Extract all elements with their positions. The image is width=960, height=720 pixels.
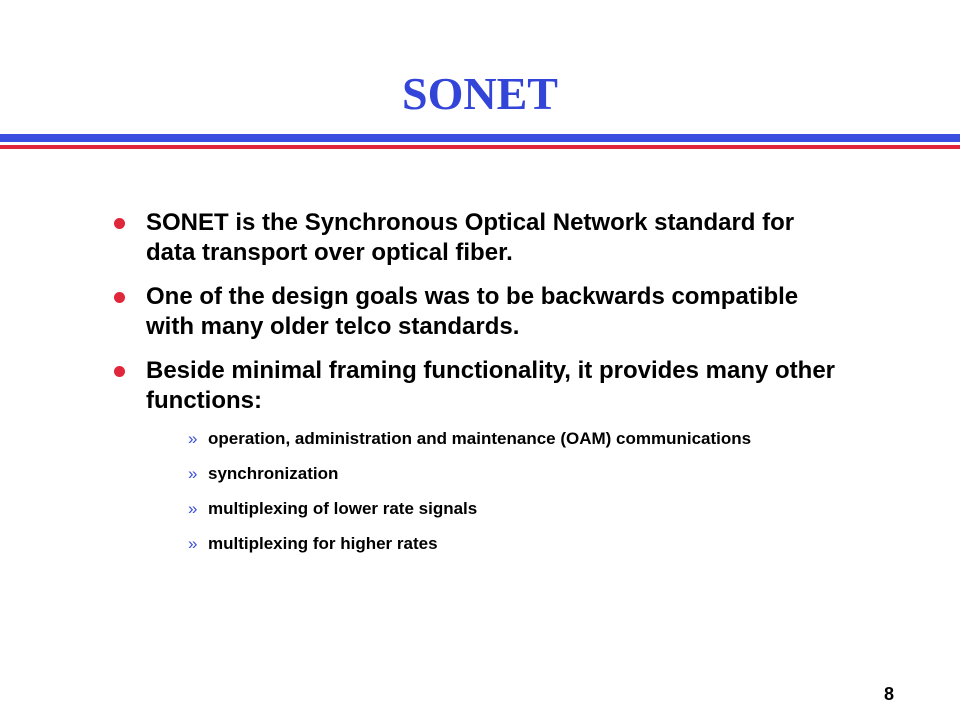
bullet-text: One of the design goals was to be backwards compatible with many older telco standards. — [146, 283, 799, 340]
chevron-right-icon: » — [188, 499, 198, 518]
sub-bullet-list — [146, 428, 844, 554]
page-number: 8 — [884, 684, 895, 704]
sub-bullet-item — [188, 463, 844, 484]
chevron-right-icon: » — [188, 464, 198, 483]
title-rule-red — [0, 145, 960, 149]
sub-bullet-item — [188, 498, 844, 519]
title-rule-blue — [0, 134, 960, 142]
bullet-item — [114, 282, 844, 342]
sub-bullet-item — [188, 428, 844, 449]
sub-bullet-item — [188, 533, 844, 554]
bullet-dot-icon — [114, 292, 125, 303]
bullet-dot-icon — [114, 366, 125, 377]
slide-title: SONET — [402, 68, 558, 119]
bullet-dot-icon — [114, 218, 125, 229]
bullet-item — [114, 356, 844, 554]
sub-bullet-text: multiplexing for higher rates — [208, 534, 438, 553]
chevron-right-icon: » — [188, 534, 198, 553]
bullet-item — [114, 208, 844, 268]
sub-bullet-text: multiplexing of lower rate signals — [208, 499, 478, 518]
bullet-list — [114, 208, 844, 568]
bullet-text: SONET is the Synchronous Optical Network standard for data transport over optical fiber. — [146, 209, 795, 266]
sub-bullet-text: synchronization — [208, 464, 339, 483]
sub-bullet-text: operation, administration and maintenance (OAM) communications — [208, 429, 752, 448]
bullet-text: Beside minimal framing functionality, it provides many other functions: — [146, 357, 836, 414]
chevron-right-icon: » — [188, 429, 198, 448]
